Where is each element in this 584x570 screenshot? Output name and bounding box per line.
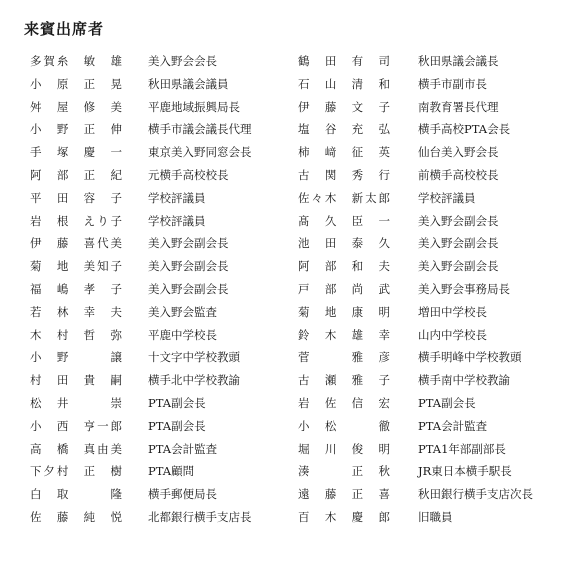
guest-row [0, 73, 584, 96]
guest-name: 伊 藤 喜代美 [30, 236, 122, 251]
guest-title: 美入野会事務局長 [418, 281, 510, 296]
guest-name: 戸 部 尚 武 [298, 281, 390, 296]
guest-title: 横手南中学校教諭 [418, 373, 510, 388]
guest-row [0, 346, 584, 369]
guest-title: 十文字中学校教頭 [148, 350, 240, 365]
guest-title: 横手郵便局長 [148, 487, 217, 502]
guest-row [0, 392, 584, 415]
guest-row [0, 438, 584, 461]
guest-title: PTA副会長 [148, 395, 206, 410]
guest-name: 菊 地 美知子 [30, 259, 122, 274]
guest-title: PTA顧問 [148, 464, 195, 479]
guest-name: 古 瀬 雅 子 [298, 373, 390, 388]
guest-title: 美入野会会長 [148, 54, 217, 68]
guest-name: 木 村 哲 弥 [30, 327, 122, 342]
guest-title: JR東日本横手駅長 [418, 464, 512, 479]
guest-title: 横手高校PTA会長 [418, 122, 511, 137]
guest-name: 小 野 譲 [30, 350, 122, 365]
guest-title: 美入野会副会長 [418, 213, 499, 228]
guest-name: 佐 藤 純 悦 [30, 509, 122, 524]
guest-name: 松 井 崇 [30, 395, 122, 410]
guest-row [0, 164, 584, 187]
guest-name: 平 田 容 子 [30, 190, 122, 205]
guest-row [0, 187, 584, 210]
guest-title: 美入野会副会長 [148, 259, 229, 274]
guest-name: 菊 地 康 明 [298, 304, 390, 319]
guest-name: 石 山 清 和 [298, 76, 390, 91]
guest-name: 鈴 木 雄 幸 [298, 327, 390, 342]
guest-name: 堀 川 俊 明 [298, 441, 390, 456]
guest-row [0, 118, 584, 141]
guest-name: 舛 屋 修 美 [30, 99, 122, 114]
guest-row [0, 301, 584, 324]
guest-title: 北都銀行横手支店長 [148, 509, 252, 524]
guest-title: 東京美入野同窓会長 [148, 145, 252, 160]
guest-name: 池 田 泰 久 [298, 236, 390, 251]
guest-name: 伊 藤 文 子 [298, 99, 390, 114]
guest-title: 美入野会副会長 [148, 236, 229, 251]
guest-name: 福 嶋 孝 子 [30, 281, 122, 296]
guest-row [0, 210, 584, 233]
guest-name: 百 木 慶 郎 [298, 509, 390, 524]
guest-title: 南教育署長代理 [418, 99, 499, 114]
guest-title: 美入野会副会長 [418, 259, 499, 274]
guest-name: 古 関 秀 行 [298, 167, 390, 182]
guest-title: 横手明峰中学校教頭 [418, 350, 522, 365]
guest-row [0, 96, 584, 119]
guest-title: 平鹿中学校長 [148, 327, 217, 342]
guest-title: PTA会計監査 [148, 441, 218, 456]
guest-title: PTA1年部副部長 [418, 441, 506, 456]
guest-title: 横手市議会議長代理 [148, 122, 252, 137]
guest-row [0, 50, 584, 73]
page-title: 来賓出席者 [24, 20, 105, 38]
guest-title: 学校評議員 [418, 190, 476, 205]
guest-name: 阿 部 正 紀 [30, 167, 122, 182]
guest-title: 秋田県議会議員 [148, 76, 229, 91]
guest-row [0, 278, 584, 301]
guest-title: 横手市副市長 [418, 76, 487, 91]
guest-title: 横手北中学校教諭 [148, 373, 240, 388]
guest-name: 下夕村 正 樹 [30, 464, 122, 479]
guest-title: 旧職員 [418, 509, 453, 524]
guest-row [0, 369, 584, 392]
guest-name: 塩 谷 充 弘 [298, 122, 390, 137]
guest-list [0, 50, 584, 529]
guest-name: 村 田 貴 嗣 [30, 373, 122, 388]
guest-title: 元横手高校校長 [148, 167, 229, 182]
guest-name: 小 松 徹 [298, 418, 390, 433]
guest-name: 小 西 亨一郎 [30, 418, 122, 433]
guest-name: 遠 藤 正 喜 [298, 487, 390, 502]
guest-title: PTA副会長 [418, 395, 476, 410]
guest-row [0, 460, 584, 483]
guest-title: 学校評議員 [148, 190, 206, 205]
guest-title: 平鹿地域振興局長 [148, 99, 240, 114]
guest-title: 仙台美入野会長 [418, 145, 499, 160]
guest-row [0, 232, 584, 255]
guest-title: 美入野会監査 [148, 304, 217, 319]
guest-name: 岩 根 えり子 [30, 213, 122, 228]
guest-name: 岩 佐 信 宏 [298, 395, 390, 410]
guest-name: 小 原 正 晃 [30, 76, 122, 91]
guest-name: 手 塚 慶 一 [30, 145, 122, 160]
guest-title: 秋田銀行横手支店次長 [418, 487, 533, 502]
guest-row [0, 415, 584, 438]
guest-title: PTA会計監査 [418, 418, 488, 433]
guest-name: 湊 正 秋 [298, 464, 390, 479]
guest-name: 白 取 隆 [30, 487, 122, 502]
guest-name: 髙 久 臣 一 [298, 213, 390, 228]
guest-name: 多賀糸 敏 雄 [30, 54, 122, 68]
guest-name: 柿 﨑 征 英 [298, 145, 390, 160]
guest-row [0, 255, 584, 278]
guest-title: 山内中学校長 [418, 327, 487, 342]
guest-row [0, 483, 584, 506]
guest-title: 美入野会副会長 [418, 236, 499, 251]
guest-name: 鶴 田 有 司 [298, 54, 390, 68]
guest-row [0, 506, 584, 529]
guest-row [0, 141, 584, 164]
guest-title: 秋田県議会議長 [418, 54, 499, 68]
guest-name: 菅 雅 彦 [298, 350, 390, 365]
guest-row [0, 324, 584, 347]
guest-title: 学校評議員 [148, 213, 206, 228]
guest-name: 高 橋 真由美 [30, 441, 122, 456]
guest-title: 増田中学校長 [418, 304, 487, 319]
guest-title: 前横手高校校長 [418, 167, 499, 182]
guest-name: 小 野 正 伸 [30, 122, 122, 137]
guest-title: PTA副会長 [148, 418, 206, 433]
guest-title: 美入野会副会長 [148, 281, 229, 296]
guest-name: 佐々木 新太郎 [298, 190, 390, 205]
guest-name: 阿 部 和 夫 [298, 259, 390, 274]
guest-name: 若 林 幸 夫 [30, 304, 122, 319]
